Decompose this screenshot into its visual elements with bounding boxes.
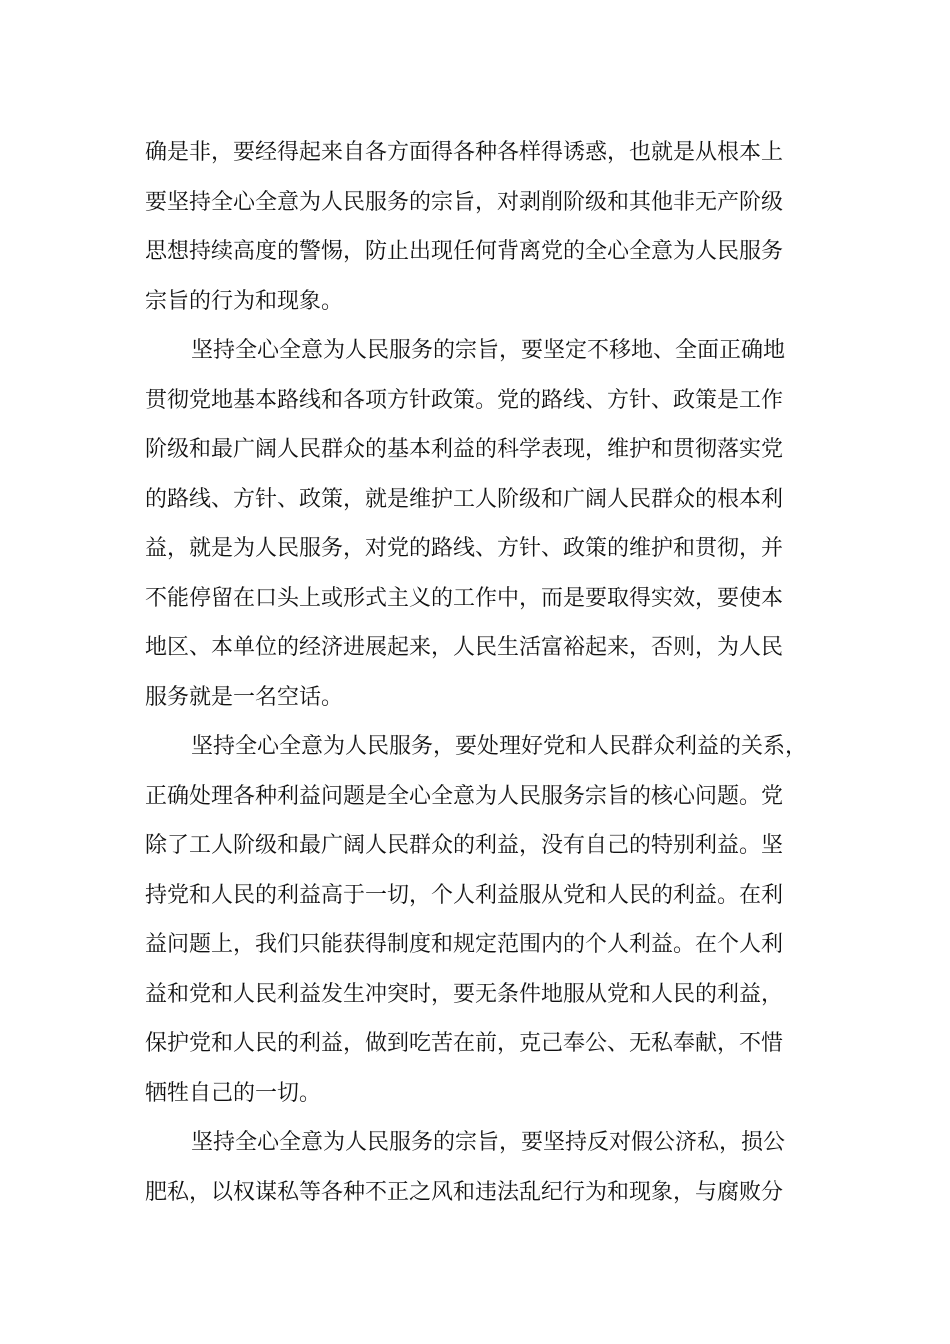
paragraph xyxy=(145,128,835,326)
paragraph-line: 除了工人阶级和最广阔人民群众的利益，没有自己的特别利益。坚 xyxy=(145,833,784,858)
paragraph-line: 阶级和最广阔人民群众的基本利益的科学表现，维护和贯彻落实党 xyxy=(145,437,784,462)
paragraph-line: 益，就是为人民服务，对党的路线、方针、政策的维护和贯彻，并 xyxy=(145,536,784,561)
paragraph-line: 服务就是一名空话。 xyxy=(145,684,344,710)
paragraph xyxy=(145,1118,835,1217)
paragraph-line: 思想持续高度的警惕，防止出现任何背离党的全心全意为人民服务 xyxy=(145,239,784,264)
paragraph-line: 坚持全心全意为人民服务，要处理好党和人民群众利益的关系， xyxy=(191,734,808,759)
paragraph-line: 保护党和人民的利益，做到吃苦在前，克己奉公、无私奉献，不惜 xyxy=(145,1031,784,1056)
paragraph xyxy=(145,722,835,1118)
paragraph-line: 肥私，以权谋私等各种不正之风和违法乱纪行为和现象，与腐败分 xyxy=(145,1179,784,1205)
paragraph-line: 的路线、方针、政策，就是维护工人阶级和广阔人民群众的根本利 xyxy=(145,486,784,512)
document-body xyxy=(145,128,835,1217)
paragraph-line: 宗旨的行为和现象。 xyxy=(145,288,344,314)
paragraph-line: 要坚持全心全意为人民服务的宗旨，对剥削阶级和其他非无产阶级 xyxy=(145,189,784,215)
paragraph-line: 贯彻党地基本路线和各项方针政策。党的路线、方针、政策是工作 xyxy=(145,387,784,413)
paragraph-line: 正确处理各种利益问题是全心全意为人民服务宗旨的核心问题。党 xyxy=(145,783,784,809)
paragraph-line: 不能停留在口头上或形式主义的工作中，而是要取得实效，要使本 xyxy=(145,585,784,611)
paragraph-line: 地区、本单位的经济进展起来，人民生活富裕起来，否则，为人民 xyxy=(145,635,784,660)
paragraph-line: 确是非，要经得起来自各方面得各种各样得诱惑，也就是从根本上 xyxy=(145,140,784,165)
paragraph-line: 益问题上，我们只能获得制度和规定范围内的个人利益。在个人利 xyxy=(145,932,784,957)
paragraph-line: 益和党和人民利益发生冲突时，要无条件地服从党和人民的利益， xyxy=(145,981,784,1007)
paragraph xyxy=(145,326,835,722)
paragraph-line: 坚持全心全意为人民服务的宗旨，要坚持反对假公济私，损公 xyxy=(191,1130,786,1155)
paragraph-line: 持党和人民的利益高于一切，个人利益服从党和人民的利益。在利 xyxy=(145,882,784,908)
paragraph-line: 牺牲自己的一切。 xyxy=(145,1080,322,1106)
paragraph-line: 坚持全心全意为人民服务的宗旨，要坚定不移地、全面正确地 xyxy=(191,338,786,363)
